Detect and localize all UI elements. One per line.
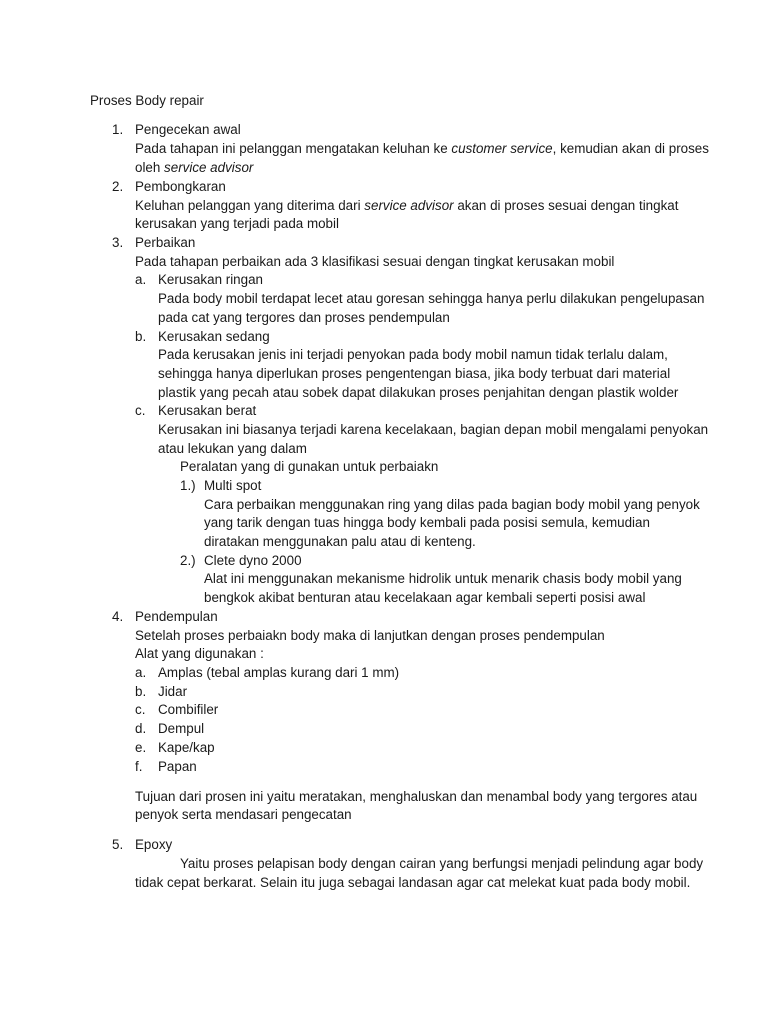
text-span: oleh [135,160,165,175]
tool-1-line-3: diratakan menggunakan palu atau di kenteng. [204,534,476,549]
section-3a-line-1: Pada body mobil terdapat lecet atau goresan sehingga hanya perlu dilakukan pengelupasan [158,291,705,306]
section-3c-heading: Kerusakan berat [158,403,257,418]
section-3b-line-1: Pada kerusakan jenis ini terjadi penyokan pada body mobil namun tidak terlalu dalam, [158,347,668,362]
text-span: , kemudian akan di proses [552,141,709,156]
section-2-line-2: kerusakan yang terjadi pada mobil [135,216,339,231]
section-5-number: 5. [112,837,124,852]
tool-list-marker: f. [135,759,143,774]
tool-list-item: Jidar [158,684,188,699]
tool-2-line-1: Alat ini menggunakan mekanisme hidrolik untuk menarik chasis body mobil yang [204,571,682,586]
section-3-heading: Perbaikan [135,235,196,250]
text-span: Pada tahapan ini pelanggan mengatakan keluhan ke [135,141,452,156]
document-title: Proses Body repair [90,93,204,108]
section-3c-marker: c. [135,403,146,418]
section-3a-marker: a. [135,272,147,287]
section-4-line-2: Alat yang digunakan : [135,646,264,661]
section-3b-heading: Kerusakan sedang [158,329,270,344]
section-3b-marker: b. [135,329,147,344]
section-2-number: 2. [112,179,124,194]
italic-term: service advisor [164,160,254,175]
section-3c-line-2: atau lekukan yang dalam [158,441,307,456]
section-3-intro: Pada tahapan perbaikan ada 3 klasifikasi sesuai dengan tingkat kerusakan mobil [135,254,615,269]
section-5-heading: Epoxy [135,837,173,852]
tool-list-item: Dempul [158,721,205,736]
italic-term: service advisor [364,198,454,213]
section-1-line-2 [135,159,253,177]
italic-term: customer service [451,141,553,156]
section-1-number: 1. [112,122,124,137]
text-span: akan di proses sesuai dengan tingkat [453,198,679,213]
tool-2-line-2: bengkok akibat benturan atau kecelakaan agar kembali seperti posisi awal [204,590,646,605]
section-4-number: 4. [112,609,124,624]
section-5-line-1: Yaitu proses pelapisan body dengan cairan yang berfungsi menjadi pelindung agar body [180,856,704,871]
section-1-line-1 [135,140,709,158]
tool-list-marker: d. [135,721,147,736]
tools-heading: Peralatan yang di gunakan untuk perbaiakn [180,459,439,474]
text-span: Keluhan pelanggan yang diterima dari [135,198,365,213]
section-2-heading: Pembongkaran [135,179,226,194]
tool-list-item: Amplas (tebal amplas kurang dari 1 mm) [158,665,400,680]
tool-1-heading: Multi spot [204,478,262,493]
section-3b-line-3: plastik yang pecah atau sobek dapat dilakukan proses penjahitan dengan plastik wolder [158,385,679,400]
section-3c-line-1: Kerusakan ini biasanya terjadi karena kecelakaan, bagian depan mobil mengalami penyokan [158,422,709,437]
section-3b-line-2: sehingga hanya diperlukan proses pengentengan biasa, jika body terbuat dari material [158,366,671,381]
section-1-heading: Pengecekan awal [135,122,241,137]
section-3a-heading: Kerusakan ringan [158,272,263,287]
section-5-line-2: tidak cepat berkarat. Selain itu juga sebagai landasan agar cat melekat kuat pada body mobil. [135,875,691,890]
tool-list-item: Kape/kap [158,740,215,755]
section-3-number: 3. [112,235,124,250]
tool-list-marker: b. [135,684,147,699]
tool-list-item: Combifiler [158,702,219,717]
tool-2-heading: Clete dyno 2000 [204,553,302,568]
tool-list-marker: a. [135,665,147,680]
section-4-purpose-line-2: penyok serta mendasari pengecatan [135,807,352,822]
tool-2-marker: 2.) [180,553,196,568]
section-4-purpose-line-1: Tujuan dari prosen ini yaitu meratakan, menghaluskan dan menambal body yang tergores atau [135,789,698,804]
section-2-line-1 [135,197,678,215]
tool-list-marker: c. [135,702,146,717]
section-4-line-1: Setelah proses perbaiakn body maka di lanjutkan dengan proses pendempulan [135,628,605,643]
tool-list-item: Papan [158,759,197,774]
tool-1-line-1: Cara perbaikan menggunakan ring yang dilas pada bagian body mobil yang penyok [204,497,700,512]
tool-1-marker: 1.) [180,478,196,493]
tool-1-line-2: yang tarik dengan tuas hingga body kembali pada posisi semula, kemudian [204,515,650,530]
section-4-heading: Pendempulan [135,609,218,624]
section-3a-line-2: pada cat yang tergores dan proses pendempulan [158,310,450,325]
tool-list-marker: e. [135,740,147,755]
